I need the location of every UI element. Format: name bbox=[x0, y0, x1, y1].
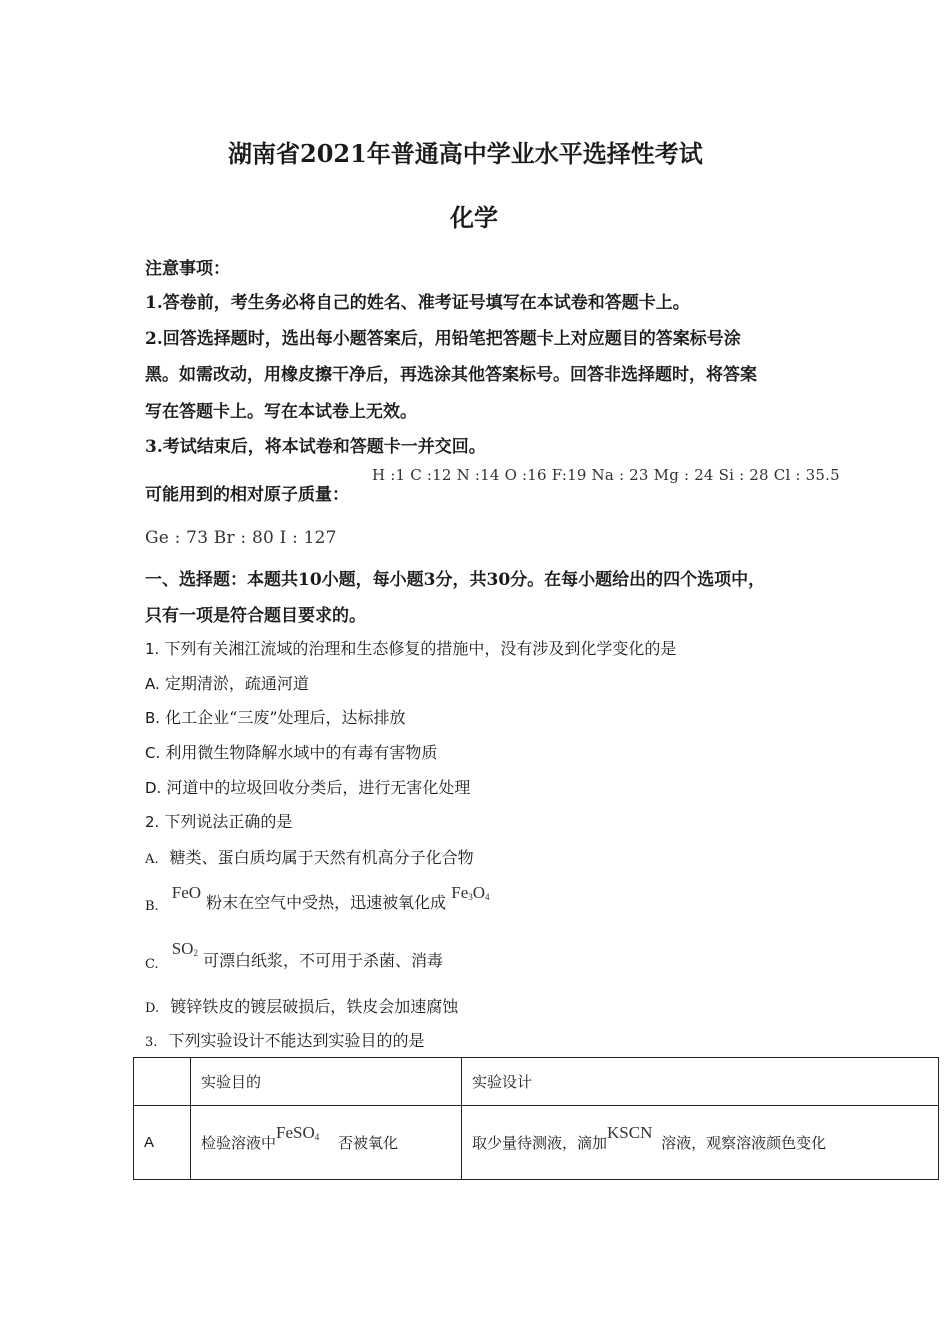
question-1-option-c bbox=[145, 740, 437, 763]
question-2-option-d bbox=[145, 994, 458, 1017]
question-1-option-b bbox=[145, 705, 406, 728]
exam-title: 湖南省2021年普通高中学业水平选择性考试 bbox=[228, 139, 703, 168]
table-header-cell: 实验设计 bbox=[462, 1058, 939, 1106]
notice-item-3: 3.考试结束后，将本试卷和答题卡一并交回。 bbox=[145, 437, 486, 457]
question-2-text: 下列说法正确的是 bbox=[164, 812, 293, 831]
option-text: 河道中的垃圾回收分类后，进行无害化处理 bbox=[166, 778, 471, 797]
option-text: 糖类、蛋白质均属于天然有机高分子化合物 bbox=[169, 848, 474, 867]
question-1-option-d bbox=[145, 775, 470, 798]
purpose-text-pre: 检验溶液中 bbox=[201, 1134, 277, 1152]
table-row bbox=[134, 1106, 939, 1180]
question-2-option-c bbox=[145, 936, 444, 972]
option-label: B. bbox=[145, 899, 159, 914]
experiment-table bbox=[133, 1057, 939, 1180]
option-text: 利用微生物降解水域中的有毒有害物质 bbox=[165, 743, 438, 762]
option-text: 可漂白纸浆，不可用于杀菌、消毒 bbox=[203, 951, 444, 970]
notice-item-2-line-2: 黑。如需改动，用橡皮擦干净后，再选涂其他答案标号。回答非选择题时，将答案 bbox=[145, 365, 757, 385]
design-text-pre: 取少量待测液，滴加 bbox=[472, 1134, 608, 1152]
subject-title: 化学 bbox=[450, 203, 498, 232]
notice-heading: 注意事项： bbox=[145, 259, 230, 279]
question-1-option-a bbox=[145, 671, 309, 694]
question-1-stem bbox=[145, 636, 676, 659]
option-label: B. bbox=[145, 709, 161, 727]
question-2-number: 2. bbox=[145, 813, 160, 831]
atomic-mass-line-1: H :1 C :12 N :14 O :16 F:19 Na : 23 Mg : 24 Si : 28 Cl : 35.5 bbox=[372, 466, 840, 484]
option-text: 镀锌铁皮的镀层破损后，铁皮会加速腐蚀 bbox=[170, 997, 459, 1016]
question-2-option-a bbox=[145, 845, 474, 868]
formula-kscn: KSCN bbox=[607, 1123, 653, 1142]
notice-item-2-line-3: 写在答题卡上。写在本试卷上无效。 bbox=[145, 402, 417, 422]
option-label: C. bbox=[145, 744, 161, 762]
question-3-stem bbox=[145, 1028, 425, 1051]
option-label: C. bbox=[145, 957, 159, 972]
table-header-cell bbox=[134, 1058, 191, 1106]
formula-so2: $SO_2$ bbox=[171, 939, 198, 958]
option-text: 定期清淤，疏通河道 bbox=[164, 674, 309, 693]
notice-item-1: 1.答卷前，考生务必将自己的姓名、准考证号填写在本试卷和答题卡上。 bbox=[145, 293, 690, 313]
notice-item-2-line-1: 2.回答选择题时，选出每小题答案后，用铅笔把答题卡上对应题目的答案标号涂 bbox=[145, 329, 741, 349]
question-2-stem bbox=[145, 809, 292, 832]
option-label: A. bbox=[145, 675, 160, 693]
option-label: D. bbox=[145, 779, 162, 797]
purpose-text-post: 否被氧化 bbox=[338, 1134, 399, 1152]
question-3-text: 下列实验设计不能达到实验目的的是 bbox=[168, 1031, 425, 1050]
question-1-number: 1. bbox=[145, 640, 160, 658]
formula-feso4: FeSO$_4$ bbox=[276, 1123, 320, 1142]
design-text-post: 溶液，观察溶液颜色变化 bbox=[661, 1134, 827, 1152]
formula-feo: FeO bbox=[171, 883, 202, 902]
option-text: 化工企业“三废”处理后，达标排放 bbox=[165, 708, 406, 727]
option-text: 粉末在空气中受热，迅速被氧化成 bbox=[206, 893, 447, 912]
atomic-mass-label: 可能用到的相对原子质量： bbox=[145, 485, 349, 505]
option-label: A. bbox=[145, 852, 159, 867]
table-header-cell: 实验目的 bbox=[191, 1058, 462, 1106]
formula-fe3o4: $Fe_3O_4$ bbox=[451, 883, 490, 902]
question-3-number: 3. bbox=[145, 1035, 158, 1050]
question-1-text: 下列有关湘江流域的治理和生态修复的措施中，没有涉及到化学变化的是 bbox=[164, 639, 677, 658]
option-label: D. bbox=[145, 1001, 160, 1016]
question-2-option-b bbox=[145, 880, 490, 914]
table-cell-purpose bbox=[191, 1106, 462, 1180]
table-cell-design bbox=[462, 1106, 939, 1180]
atomic-mass-line-2: Ge : 73 Br : 80 I : 127 bbox=[145, 528, 337, 548]
table-header-row bbox=[134, 1058, 939, 1106]
table-row-label: A bbox=[134, 1106, 191, 1180]
section-1-heading-line-1: 一、选择题：本题共10小题，每小题3分，共30分。在每小题给出的四个选项中， bbox=[145, 570, 766, 590]
section-1-heading-line-2: 只有一项是符合题目要求的。 bbox=[145, 606, 366, 626]
